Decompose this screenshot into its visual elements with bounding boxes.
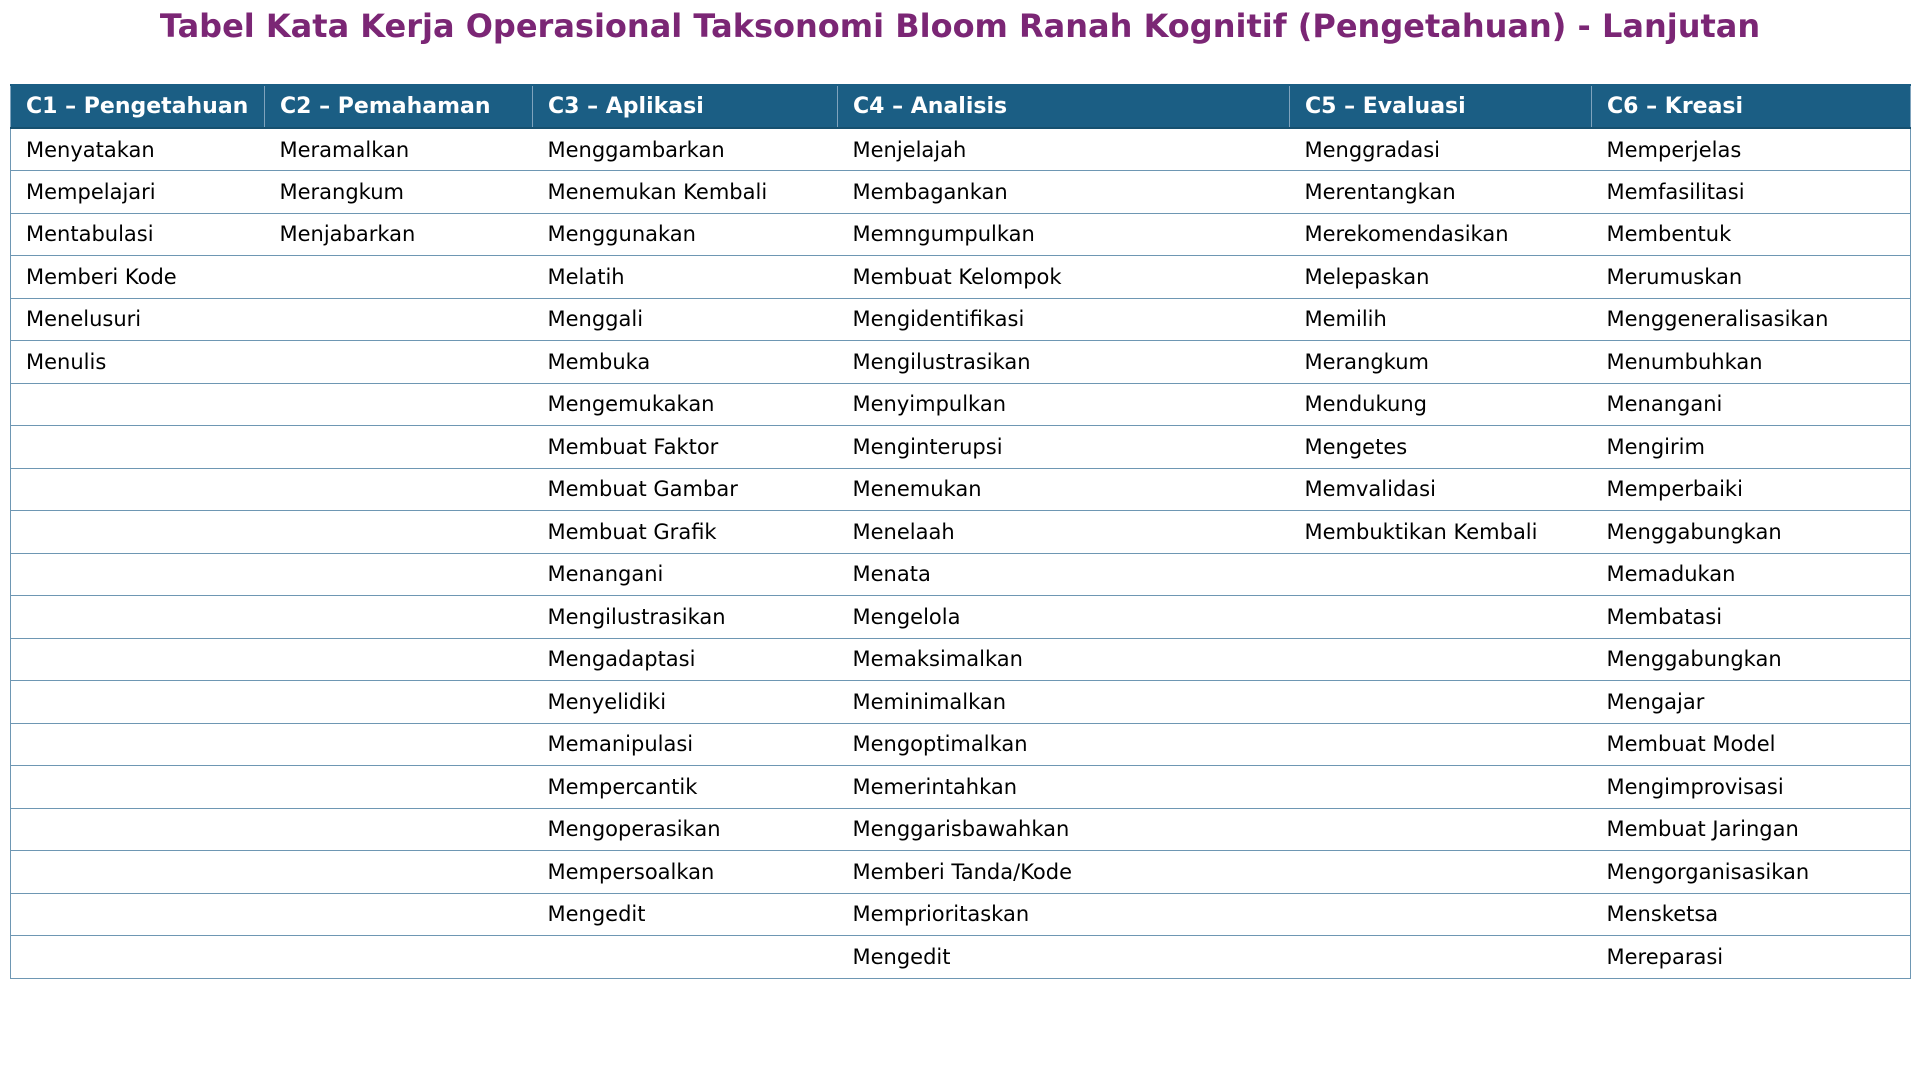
table-cell-c4: Menemukan <box>838 468 1290 511</box>
table-cell-c5: Mendukung <box>1290 383 1592 426</box>
table-cell-c2 <box>265 808 533 851</box>
table-row <box>11 596 1911 639</box>
table-cell-c5 <box>1290 893 1592 936</box>
table-cell-c6: Mengirim <box>1592 426 1911 469</box>
page-title: Tabel Kata Kerja Operasional Taksonomi Bloom Ranah Kognitif (Pengetahuan) - Lanjutan <box>159 7 1761 45</box>
header-row <box>11 85 1911 128</box>
table-cell-c2 <box>265 341 533 384</box>
column-header-c1: C1 – Pengetahuan <box>11 85 265 128</box>
table-cell-c1: Menyatakan <box>11 128 265 171</box>
table-cell-c4: Menata <box>838 553 1290 596</box>
table-cell-c6: Menggeneralisasikan <box>1592 298 1911 341</box>
table-cell-c6: Menangani <box>1592 383 1911 426</box>
table-cell-c6: Menggabungkan <box>1592 638 1911 681</box>
table-cell-c6: Mengorganisasikan <box>1592 851 1911 894</box>
table-cell-c4: Memaksimalkan <box>838 638 1290 681</box>
table-cell-c5 <box>1290 936 1592 979</box>
table-cell-c4: Mengoptimalkan <box>838 723 1290 766</box>
table-cell-c2: Meramalkan <box>265 128 533 171</box>
table-cell-c4: Memprioritaskan <box>838 893 1290 936</box>
table-row <box>11 468 1911 511</box>
table-cell-c3: Menggunakan <box>533 213 838 256</box>
table-cell-c5: Merentangkan <box>1290 171 1592 214</box>
table-cell-c4: Menyimpulkan <box>838 383 1290 426</box>
table-row <box>11 171 1911 214</box>
table-cell-c1: Mentabulasi <box>11 213 265 256</box>
table-cell-c6: Mengajar <box>1592 681 1911 724</box>
table-cell-c3: Mengadaptasi <box>533 638 838 681</box>
table-cell-c4: Memberi Tanda/Kode <box>838 851 1290 894</box>
table-row <box>11 681 1911 724</box>
table-cell-c6: Memadukan <box>1592 553 1911 596</box>
table-container <box>10 84 1910 979</box>
table-cell-c2 <box>265 256 533 299</box>
table-cell-c6: Mereparasi <box>1592 936 1911 979</box>
table-cell-c5: Membuktikan Kembali <box>1290 511 1592 554</box>
table-row <box>11 638 1911 681</box>
table-row <box>11 723 1911 766</box>
table-body <box>11 128 1911 978</box>
table-cell-c6: Memfasilitasi <box>1592 171 1911 214</box>
table-cell-c1 <box>11 553 265 596</box>
table-cell-c4: Meminimalkan <box>838 681 1290 724</box>
table-cell-c5: Memvalidasi <box>1290 468 1592 511</box>
table-cell-c5: Mengetes <box>1290 426 1592 469</box>
table-row <box>11 383 1911 426</box>
table-row <box>11 511 1911 554</box>
table-cell-c5: Menggradasi <box>1290 128 1592 171</box>
table-row <box>11 256 1911 299</box>
table-row <box>11 766 1911 809</box>
table-cell-c2 <box>265 936 533 979</box>
table-cell-c1 <box>11 893 265 936</box>
table-cell-c5 <box>1290 638 1592 681</box>
table-cell-c5 <box>1290 553 1592 596</box>
table-cell-c6: Mengimprovisasi <box>1592 766 1911 809</box>
table-cell-c1: Memberi Kode <box>11 256 265 299</box>
table-cell-c6: Menggabungkan <box>1592 511 1911 554</box>
table-cell-c3: Menangani <box>533 553 838 596</box>
table-cell-c4: Membagankan <box>838 171 1290 214</box>
table-cell-c3: Menggambarkan <box>533 128 838 171</box>
table-cell-c2: Merangkum <box>265 171 533 214</box>
table-cell-c5: Merekomendasikan <box>1290 213 1592 256</box>
table-cell-c6: Memperjelas <box>1592 128 1911 171</box>
table-cell-c5: Melepaskan <box>1290 256 1592 299</box>
table-cell-c4: Mengilustrasikan <box>838 341 1290 384</box>
table-cell-c3: Mengemukakan <box>533 383 838 426</box>
table-cell-c4: Memerintahkan <box>838 766 1290 809</box>
table-cell-c3: Mengedit <box>533 893 838 936</box>
table-cell-c1 <box>11 851 265 894</box>
table-cell-c1 <box>11 596 265 639</box>
table-cell-c5 <box>1290 596 1592 639</box>
table-cell-c4: Mengelola <box>838 596 1290 639</box>
table-cell-c4: Menelaah <box>838 511 1290 554</box>
table-cell-c2 <box>265 553 533 596</box>
table-cell-c1 <box>11 681 265 724</box>
table-cell-c4: Mengedit <box>838 936 1290 979</box>
table-cell-c2 <box>265 766 533 809</box>
table-cell-c6: Membuat Jaringan <box>1592 808 1911 851</box>
column-header-c5: C5 – Evaluasi <box>1290 85 1592 128</box>
table-cell-c3: Mengoperasikan <box>533 808 838 851</box>
table-row <box>11 341 1911 384</box>
table-cell-c2 <box>265 511 533 554</box>
table-cell-c2 <box>265 468 533 511</box>
column-header-c6: C6 – Kreasi <box>1592 85 1911 128</box>
table-cell-c5 <box>1290 766 1592 809</box>
table-header <box>11 85 1911 128</box>
table-cell-c5: Memilih <box>1290 298 1592 341</box>
table-cell-c3: Membuat Gambar <box>533 468 838 511</box>
table-cell-c3: Membuat Faktor <box>533 426 838 469</box>
table-cell-c6: Memperbaiki <box>1592 468 1911 511</box>
table-cell-c3: Mengilustrasikan <box>533 596 838 639</box>
table-cell-c1 <box>11 808 265 851</box>
table-cell-c5 <box>1290 808 1592 851</box>
table-cell-c1 <box>11 426 265 469</box>
table-row <box>11 213 1911 256</box>
table-cell-c3: Menemukan Kembali <box>533 171 838 214</box>
table-row <box>11 808 1911 851</box>
table-cell-c1 <box>11 468 265 511</box>
table-row <box>11 851 1911 894</box>
table-cell-c1: Menulis <box>11 341 265 384</box>
table-cell-c2 <box>265 383 533 426</box>
table-row <box>11 298 1911 341</box>
table-cell-c1 <box>11 766 265 809</box>
table-cell-c6: Menumbuhkan <box>1592 341 1911 384</box>
table-cell-c1 <box>11 936 265 979</box>
table-cell-c2: Menjabarkan <box>265 213 533 256</box>
table-cell-c6: Membatasi <box>1592 596 1911 639</box>
table-cell-c5 <box>1290 723 1592 766</box>
table-cell-c6: Membentuk <box>1592 213 1911 256</box>
column-header-c3: C3 – Aplikasi <box>533 85 838 128</box>
table-cell-c3: Menggali <box>533 298 838 341</box>
table-cell-c4: Memngumpulkan <box>838 213 1290 256</box>
table-row <box>11 936 1911 979</box>
table-cell-c2 <box>265 681 533 724</box>
table-cell-c2 <box>265 426 533 469</box>
table-cell-c6: Mensketsa <box>1592 893 1911 936</box>
table-cell-c1 <box>11 511 265 554</box>
table-cell-c3 <box>533 936 838 979</box>
table-cell-c1: Menelusuri <box>11 298 265 341</box>
table-cell-c3: Melatih <box>533 256 838 299</box>
table-cell-c3: Membuka <box>533 341 838 384</box>
table-cell-c3: Mempersoalkan <box>533 851 838 894</box>
verb-table <box>10 84 1911 979</box>
table-cell-c1 <box>11 723 265 766</box>
table-cell-c1 <box>11 638 265 681</box>
table-cell-c3: Membuat Grafik <box>533 511 838 554</box>
table-cell-c1: Mempelajari <box>11 171 265 214</box>
table-cell-c3: Menyelidiki <box>533 681 838 724</box>
table-cell-c4: Mengidentifikasi <box>838 298 1290 341</box>
table-cell-c2 <box>265 893 533 936</box>
table-cell-c5 <box>1290 681 1592 724</box>
table-row <box>11 553 1911 596</box>
table-cell-c2 <box>265 723 533 766</box>
table-cell-c2 <box>265 596 533 639</box>
column-header-c2: C2 – Pemahaman <box>265 85 533 128</box>
column-header-c4: C4 – Analisis <box>838 85 1290 128</box>
table-cell-c4: Menjelajah <box>838 128 1290 171</box>
table-row <box>11 128 1911 171</box>
table-cell-c4: Membuat Kelompok <box>838 256 1290 299</box>
table-row <box>11 893 1911 936</box>
table-row <box>11 426 1911 469</box>
table-cell-c5: Merangkum <box>1290 341 1592 384</box>
table-cell-c1 <box>11 383 265 426</box>
table-cell-c4: Menggarisbawahkan <box>838 808 1290 851</box>
table-cell-c3: Memanipulasi <box>533 723 838 766</box>
table-cell-c2 <box>265 298 533 341</box>
table-cell-c4: Menginterupsi <box>838 426 1290 469</box>
table-cell-c6: Membuat Model <box>1592 723 1911 766</box>
table-cell-c3: Mempercantik <box>533 766 838 809</box>
table-cell-c5 <box>1290 851 1592 894</box>
table-cell-c2 <box>265 851 533 894</box>
table-cell-c6: Merumuskan <box>1592 256 1911 299</box>
table-cell-c2 <box>265 638 533 681</box>
